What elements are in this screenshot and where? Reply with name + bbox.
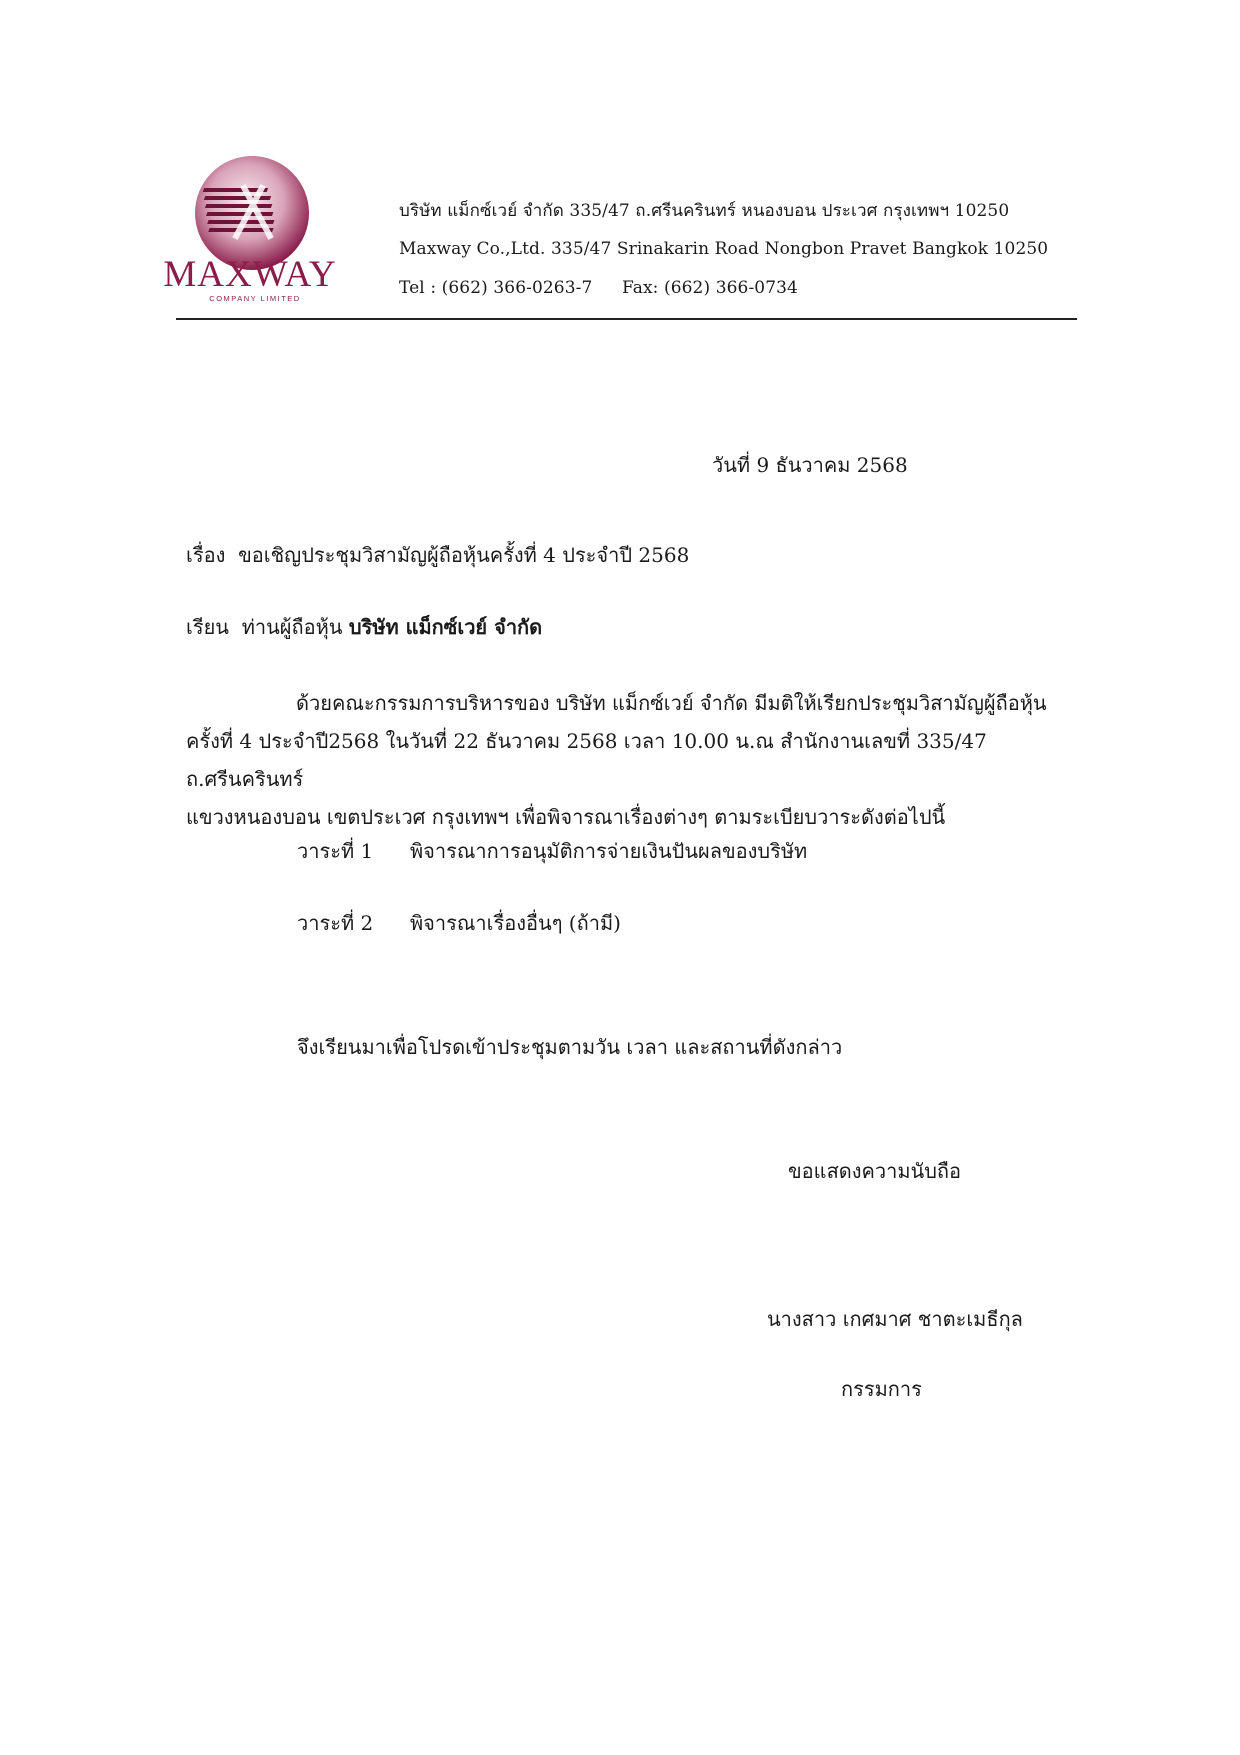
signer-title: กรรมการ (841, 1377, 922, 1401)
telephone: Tel : (662) 366-0263-7 (399, 278, 593, 298)
closing-sentence: จึงเรียนมาเพื่อโปรดเข้าประชุมตามวัน เวลา และสถานที่ดังกล่าว (297, 1035, 843, 1059)
agenda-number: วาระที่ 2 (297, 911, 374, 935)
fax: Fax: (662) 366-0734 (622, 278, 798, 298)
agenda-text: พิจารณาเรื่องอื่นๆ (ถ้ามี) (410, 911, 621, 935)
letter-date: วันที่ 9 ธันวาคม 2568 (712, 453, 908, 477)
address-thai: บริษัท แม็กซ์เวย์ จำกัด 335/47 ถ.ศรีนครินทร์ หนองบอน ประเวศ กรุงเทพฯ 10250 (399, 201, 1010, 221)
agenda-text: พิจารณาการอนุมัติการจ่ายเงินปันผลของบริษัท (410, 839, 808, 863)
agenda-number: วาระที่ 1 (297, 839, 374, 863)
signer-name: นางสาว เกศมาศ ชาตะเมธีกุล (767, 1307, 1023, 1331)
letterhead-divider (176, 318, 1077, 320)
recipient-line (186, 608, 542, 646)
svg-text:MAXWAY: MAXWAY (163, 254, 337, 295)
subject-label: เรื่อง (186, 543, 226, 567)
company-logo (150, 150, 358, 310)
agenda-item (297, 832, 807, 870)
body-line-2: ครั้งที่ 4 ประจำปี2568 ในวันที่ 22 ธันวาคม 2568 เวลา 10.00 น.ณ สำนักงานเลขที่ 335/47 ถ.ศรีนครินทร์ (186, 729, 987, 791)
agenda-item (297, 904, 621, 942)
maxway-logo-icon (150, 150, 358, 310)
subject-line (186, 536, 689, 574)
recipient-text: ท่านผู้ถือหุ้น (241, 615, 343, 639)
regards: ขอแสดงความนับถือ (788, 1159, 962, 1183)
recipient-company: บริษัท แม็กซ์เวย์ จำกัด (348, 615, 543, 639)
recipient-label: เรียน (186, 615, 229, 639)
svg-text:COMPANY LIMITED: COMPANY LIMITED (209, 294, 301, 303)
body-line-3: แขวงหนองบอน เขตประเวศ กรุงเทพฯ เพื่อพิจารณาเรื่องต่างๆ ตามระเบียบวาระดังต่อไปนี้ (186, 805, 946, 829)
body-line-1: ด้วยคณะกรรมการบริหารของ บริษัท แม็กซ์เวย์ จำกัด มีมติให้เรียกประชุมวิสามัญผู้ถือหุ้น (296, 691, 1047, 715)
body-paragraph (186, 684, 1106, 836)
address-english: Maxway Co.,Ltd. 335/47 Srinakarin Road Nongbon Pravet Bangkok 10250 (399, 239, 1049, 259)
subject-text: ขอเชิญประชุมวิสามัญผู้ถือหุ้นครั้งที่ 4 ประจำปี 2568 (238, 543, 690, 567)
